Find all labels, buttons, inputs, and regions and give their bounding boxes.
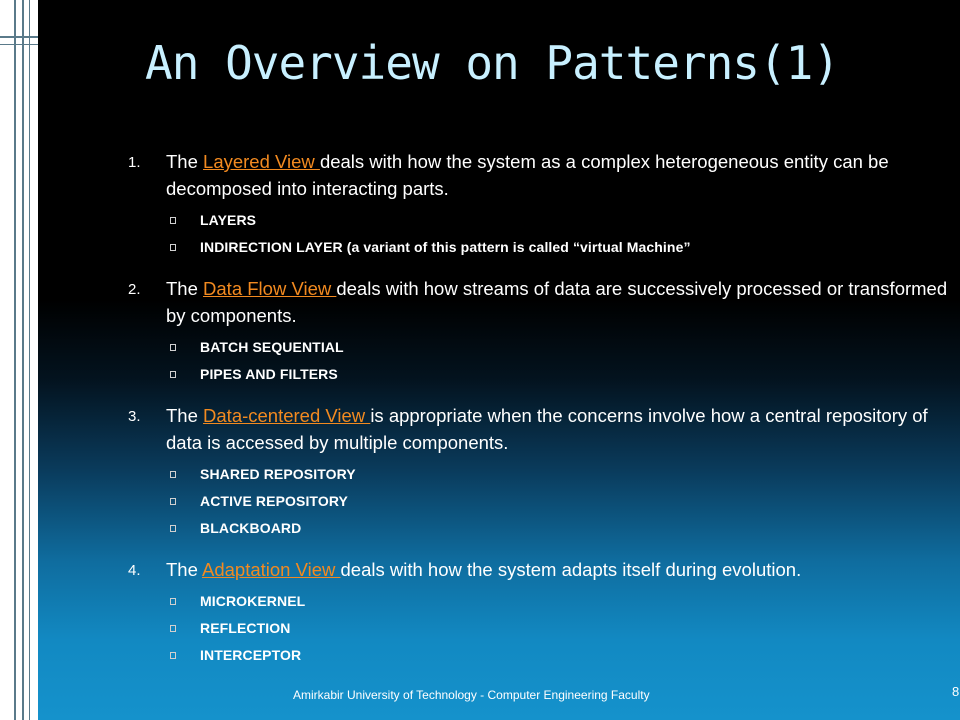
decor-line xyxy=(0,44,38,45)
view-link[interactable]: Data-centered View xyxy=(203,405,371,426)
square-bullet-icon xyxy=(170,498,176,505)
item-number: 2. xyxy=(128,281,141,298)
sub-item-label: BATCH SEQUENTIAL xyxy=(200,339,344,355)
page-number: 8 xyxy=(952,684,960,699)
sub-list-item xyxy=(128,461,960,488)
item-text: is appropriate when the concerns involve how a central repository of data is accessed by multiple components. xyxy=(166,405,928,453)
decor-line xyxy=(0,36,38,38)
sub-list-item xyxy=(128,207,960,234)
view-link[interactable]: Adaptation View xyxy=(202,559,341,580)
sub-list xyxy=(128,461,960,542)
decor-line xyxy=(22,0,24,720)
item-text: The xyxy=(166,278,204,299)
sub-item-label: INTERCEPTOR xyxy=(200,647,302,663)
item-number: 3. xyxy=(128,408,141,425)
sub-item-label: ACTIVE REPOSITORY xyxy=(200,493,348,509)
sub-list xyxy=(128,207,960,261)
sub-item-label: REFLECTION xyxy=(200,620,291,636)
item-text: The xyxy=(166,405,204,426)
sub-list-item xyxy=(128,615,960,642)
square-bullet-icon xyxy=(170,244,176,251)
slide xyxy=(38,0,960,720)
square-bullet-icon xyxy=(170,598,176,605)
sub-list-item xyxy=(128,361,960,388)
view-link[interactable]: Data Flow View xyxy=(203,278,337,299)
square-bullet-icon xyxy=(170,525,176,532)
slide-footer: Amirkabir University of Technology - Computer Engineering Faculty xyxy=(293,688,650,702)
slide-content xyxy=(128,148,960,683)
item-text: deals with how the system as a complex heterogeneous entity can be decomposed into interacting parts. xyxy=(166,151,889,199)
sub-list-item xyxy=(128,515,960,542)
item-number: 4. xyxy=(128,562,141,579)
sub-list-item xyxy=(128,642,960,669)
pattern-item xyxy=(128,402,960,456)
square-bullet-icon xyxy=(170,371,176,378)
square-bullet-icon xyxy=(170,652,176,659)
item-text: The xyxy=(166,151,204,172)
sub-list xyxy=(128,334,960,388)
view-link[interactable]: Layered View xyxy=(203,151,320,172)
sub-item-label: INDIRECTION LAYER (a variant of this pattern is called “virtual Machine” xyxy=(200,239,691,255)
pattern-item xyxy=(128,275,960,329)
left-decoration-bar xyxy=(0,0,38,720)
item-text: deals with how the system adapts itself during evolution. xyxy=(340,559,802,580)
sub-item-label: PIPES AND FILTERS xyxy=(200,366,338,382)
sub-item-label: BLACKBOARD xyxy=(200,520,302,536)
item-text: deals with how streams of data are successively processed or transformed by components. xyxy=(166,278,948,326)
decor-line xyxy=(29,0,30,720)
slide-title: An Overview on Patterns(1) xyxy=(145,36,840,90)
sub-list-item xyxy=(128,588,960,615)
sub-item-label: LAYERS xyxy=(200,212,257,228)
item-text: The xyxy=(166,559,202,580)
square-bullet-icon xyxy=(170,217,176,224)
sub-list-item xyxy=(128,334,960,361)
sub-list xyxy=(128,588,960,669)
sub-item-label: MICROKERNEL xyxy=(200,593,306,609)
sub-list-item xyxy=(128,234,960,261)
sub-item-label: SHARED REPOSITORY xyxy=(200,466,356,482)
square-bullet-icon xyxy=(170,344,176,351)
item-number: 1. xyxy=(128,154,141,171)
pattern-item xyxy=(128,556,960,583)
square-bullet-icon xyxy=(170,471,176,478)
sub-list-item xyxy=(128,488,960,515)
square-bullet-icon xyxy=(170,625,176,632)
pattern-item xyxy=(128,148,960,202)
decor-line xyxy=(14,0,16,720)
